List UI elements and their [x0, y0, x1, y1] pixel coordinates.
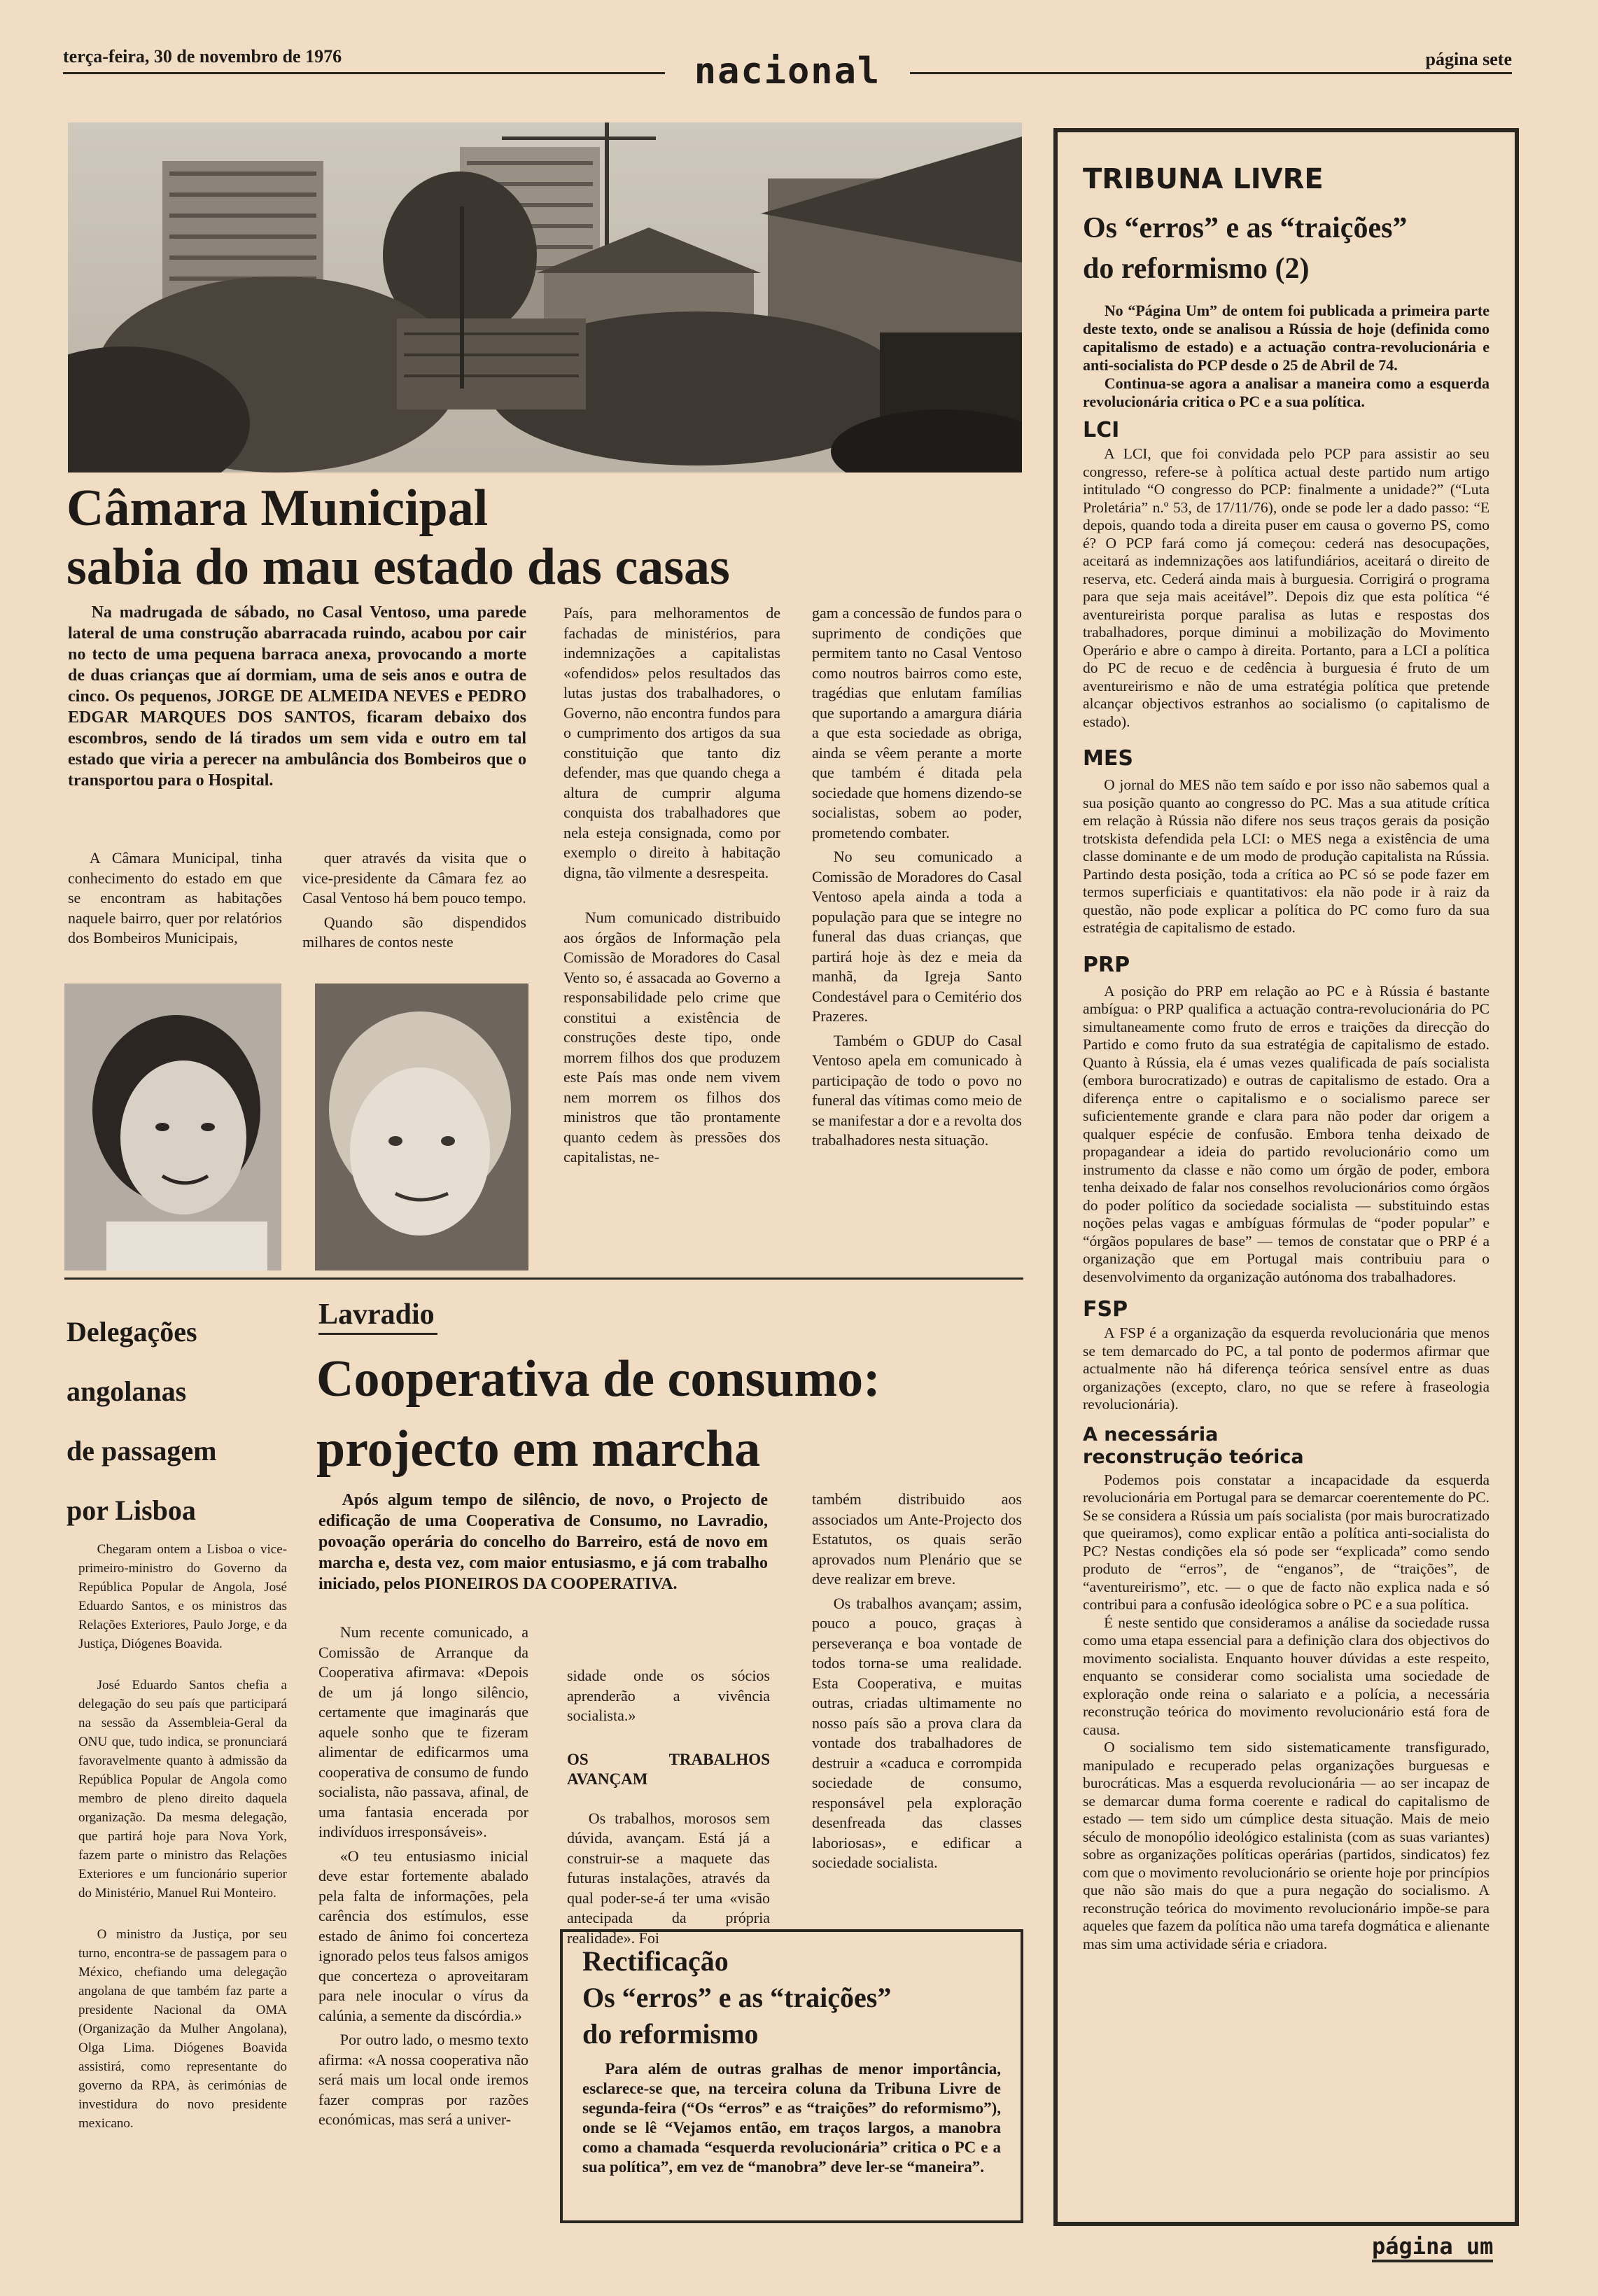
tribuna-lci-text: A LCI, que foi convidada pelo PCP para assistir ao seu congresso, refere-se à política actual deste partido num artigo intitulado “O congresso do PCP: finalmente a unidade?” (“Luta Proletária” n.º 53, de 17/11/76), onde se pode ler a dado passo: “E depois, quando toda a direita puser em causa o governo PS, como é? O PCP fará como já começou: cederá nas desocupações, aceitará as indemnizações aos latifundiários, aceitará o direito de reserva, etc. Cederá ainda mais à burguesia. Corrigirá o programa para que seja mais aceitável”. Depois diz que esta política “é aventureirista porque paralisa as lutas e respostas dos trabalhadores, porque diminui a mobilização do Movimento Operário e abre o campo à direita. Portanto, para a LCI a política do PC de recuo e de cedência à burguesia é fruto de um aventureirismo e não de uma estratégia política que pretende alcançar objectivos estranhos ao socialismo (o capitalismo de estado). — [1083, 445, 1490, 730]
tribuna-title-2: do reformismo (2) — [1083, 253, 1310, 285]
tribuna-fsp-title: FSP — [1083, 1297, 1128, 1322]
tribuna-fsp-text: A FSP é a organização da esquerda revolucionária que menos se tem demarcado do PC, a tal ponto de podermos afirmar que actualmente não há diferença teórica sensível entre as duas organizações (excepto, claro, no que se refere à fraseologia revolucionária). — [1083, 1324, 1490, 1413]
headline-cooperativa-2: projecto em marcha — [316, 1420, 761, 1478]
issue-date: terça-feira, 30 de novembro de 1976 — [63, 46, 342, 66]
headline-camara-2: sabia do mau estado das casas — [66, 538, 730, 596]
tribuna-intro: No “Página Um” de ontem foi publicada a primeira parte deste texto, onde se analisou a Rússia de hoje (definida como capitalismo de estado) e a actuação contra-revolucionária e anti-socialista do PCP desde o 25 de Abril de 74. Continua-se agora a analisar a maneira como a esquerda revolucionária critica o PC e a sua política. — [1083, 302, 1490, 410]
story1-col3: gam a concessão de fundos para o suprimento de condições que permitem tanto no Casal Ventoso como noutros bairros como este, tragédias que enlutam famílias que suportando a amargura diária a que esta sociedade as obriga, ainda se vêem perante a morte que também é ditada pela sociedade que homens dizendo-se socialistas, sobem ao poder, prometendo combater. No seu comunicado a Comissão de Moradores do Casal Ventoso apela ainda a toda a população para que se integre no funeral das duas crianças, que partirá hoje às dez e meia da manhã, da Igreja Santo Condestável para o Cemitério dos Prazeres. Também o GDUP do Casal Ventoso apela em comunicado à participação de todo o povo no funeral das vítimas como meio de se manifestar a dor e a revolta dos trabalhadores nesta situação. — [812, 604, 1022, 1149]
masthead-rule-right — [910, 72, 1512, 74]
tribuna-title: Os “erros” e as “traições” — [1083, 212, 1408, 244]
tribuna-lci-title: LCI — [1083, 418, 1120, 442]
tribuna-nec-text: Podemos pois constatar a incapacidade da esquerda revolucionária em Portugal para se demarcar coerentemente do PC. Se se considera a Rússia um país socialista (por mais burocratizado que queiramos), como explicar então a política anti-socialista do PC? Nestas condições ela só pode ser “explicada” como sendo produto de “erros”, de “enganos”, de “traições”, de “aventureirismo”, etc. — o que de facto não explica nada e só contribui para a confusão ideológica sobre o PC e a sua política. É neste sentido que consideramos a análise da sociedade russa como uma etapa essencial para a definição clara dos objectivos do movimento socialista. Enquanto houver dúvidas a este respeito, enquanto se considerar como socialista uma sociedade de exploração onde reina o salariato e a polícia, a necessária reconstrução teórica do movimento revolucionário está fora de causa. O socialismo tem sido sistematicamente transfigurado, manipulado e recuperado pelas organizações burguesas e burocráticas. Mas a esquerda revolucionária — ao ser incapaz de se demarcar duma forma coerente e radical do capitalismo de estado — tem sido um cúmplice desta situação. Mais de meio século de monopólio ideológico estalinista (com as suas variantes) sobre as organizações políticas operárias (partidos, sindicatos) fez com que o movimento revolucionário se oriente hoje por princípios que não são mais do que a pura negação do socialismo. A reconstrução teórica do movimento revolucionário impõe-se para aqueles que fazem da política não uma tarefa dogmática e alienante mas sim uma actividade séria e criadora. — [1083, 1471, 1490, 1952]
subhead-trabalhos: OS TRABALHOS AVANÇAM — [567, 1750, 770, 1788]
story3-col1: Num recente comunicado, a Comissão de Arranque da Cooperativa afirmava: «Depois de um já longo silêncio, certamente que imaginarás que aquele sonho que te fizeram alimentar de edificarmos uma cooperativa de consumo de fundo socialista, não passava, afinal, de uma fantasia encerada por indivíduos irresponsáveis». «O teu entusiasmo inicial deve estar fortemente abalado pela falta de informações, pela carência dos estímulos, esse estado de ânimo foi concerteza ignorado pelos teus falsos amigos que concerteza o aproveitaram para nele inocular o vírus da calúnia, a semente da discórdia.» Por outro lado, o mesmo texto afirma: «A nossa cooperativa não será mais um local onde iremos fazer compras por razões económicas, mas será a univer- — [318, 1623, 528, 2128]
story1-bottom-rule — [64, 1278, 1023, 1280]
page-number: página sete — [1425, 49, 1512, 69]
story3-col3: também distribuido aos associados um Ante-Projecto dos Estatutos, os quais serão aprovados num Plenário que se deve realizar em breve. Os trabalhos avançam; assim, pouco a pouco, graças à perseverança e boa vontade de todos torna-se uma realidade. Esta Cooperativa, e muitas outras, criadas ultimamente no nosso país são a prova clara da vontade dos trabalhadores de destruir a «caduca e corrompida sociedade de consumo, responsável pela exploração desenfreada das classes laboriosas», e edificar a sociedade socialista. — [812, 1490, 1022, 1871]
tribuna-prp-title: PRP — [1083, 952, 1130, 977]
story1-col1a: A Câmara Municipal, tinha conhecimento do estado em que se encontram as habitações naquele bairro, quer por relatórios dos Bombeiros Municipais, — [68, 849, 282, 946]
story2-body: Chegaram ontem a Lisboa o vice-primeiro-ministro do Governo da República Popular de Angola, José Eduardo Santos, e os ministros das Relações Exteriores, Paulo Jorge, e da Justiça, Diógenes Boavida. José Eduardo Santos chefia a delegação do seu país que participará na sessão da Assembleia-Geral da ONU que, tudo indica, se pronunciará favoravelmente quanto à admissão da República Popular de Angola como membro de pleno direito daquela organização. Da mesma delegação, que partirá hoje para Nova York, fazem parte o ministro das Relações Exteriores e um funcionário superior do Ministério, Manuel Rui Monteiro. O ministro da Justiça, por seu turno, encontra-se de passagem para o México, chefiando uma delegação angolana de que também faz parte a presidente Nacional da OMA (Organização da Mulher Angolana), Olga Lima. Diógenes Boavida assistirá, como representante do governo da RPA, às cerimónias de investidura do novo presidente mexicano. — [78, 1542, 287, 2131]
story1-col2: País, para melhoramentos de fachadas de ministérios, para indemnizações a capitalistas «ofendidos» pelos resultados das lutas justas dos trabalhadores, o Governo, não encontra fundos para o cumprimento dos artigos da sua constituição que tanto diz defender, mas que quando chega a altura de cumprir alguma conquista dos trabalhadores que nela esteja consignada, como por exemplo o direito à habitação digna, tão vilmente a desrespeita. Num comunicado distribuido aos órgãos de Informação pela Comissão de Moradores do Casal Vento so, é assacada ao Governo a responsabilidade pelo crime que constitui a existência de construções deste tipo, onde morrem filhos dos que produzem este País mas onde nem vivem nem morrem os filhos dos ministros que tão prontamente quanto cedem às pressões dos capitalistas, ne- — [563, 604, 780, 1166]
correction-box — [560, 1929, 1023, 2223]
tribuna-nec-title: A necessária — [1083, 1423, 1219, 1446]
story1-lead: Na madrugada de sábado, no Casal Ventoso, uma parede lateral de uma construção abarracada ruindo, acabou por cair no tecto de uma pequena barraca anexa, provocando a morte de duas crianças que aí dormiam, uma de seis anos e outra de cinco. Os pequenos, JORGE DE ALMEIDA NEVES e PEDRO EDGAR MARQUES DOS SANTOS, ficaram debaixo dos escombros, sendo de lá tirados um sem vida e outro em tal estado que viria a perecer na ambulância dos Bombeiros que o transportou para o Hospital. — [68, 603, 526, 790]
tribuna-mes-title: MES — [1083, 746, 1133, 771]
tribuna-prp-text: A posição do PRP em relação ao PC e à Rússia é bastante ambígua: o PRP qualifica a actuação contra-revolucionária do PC simultaneamente como fruto de erros e traições da direcção do Partido e como fruto da sua estratégia de capitalismo de estado. Quanto à Rússia, ela é umas vezes qualificada de país socialista (embora burocratizado) e outras de capitalismo de estado. Ora a diferença entre o capitalismo e o socialismo parece ser suficientemente grande e clara para não poder dar origem a qualquer espécie de confusão. Embora tenha deixado de propagandear a ideia do partido revolucionário como um instrumento da classe e não como um órgão de poder, embora tenha deixado de falar nos conselhos revolucionários como órgãos do poder político da sociedade socialista — substituindo estas noções pelas vagas e ambíguas fórmulas de “poder popular” e “órgãos populares de base” — temos de constatar que o PRP é a organização que em Portugal mais contribuiu para o desenvolvimento da organização autónoma dos trabalhadores. — [1083, 982, 1490, 1285]
child-photo-right — [315, 983, 528, 1270]
story1-col1b: quer através da visita que o vice-presidente da Câmara fez ao Casal Ventoso há bem pouco tempo. Quando são dispendidos milhares de contos neste — [302, 849, 526, 951]
headline-camara: Câmara Municipal — [66, 479, 489, 537]
tribuna-mes-text: O jornal do MES não tem saído e por isso não sabemos qual a sua posição quanto ao congresso do PC. Mas a sua atitude crítica em relação à Rússia não difere nos seus traços gerais da posição trotskista defendida pela LCI: o MES nega a existência de uma classe dominante e de um modo de produção capitalista na Rússia. Partindo desta posição, toda a crítica ao PC só se pode fazer em termos superficiais e quantitativos: ela não pode ir à raiz da questão, não pode explicar a política do PC como furo da sua estratégia de capitalismo de estado. — [1083, 776, 1490, 936]
section-title: nacional — [694, 50, 881, 92]
correction-title-2: Os “erros” e as “traições” — [582, 1982, 892, 2013]
tribuna-nec-title-2: reconstrução teórica — [1083, 1446, 1304, 1468]
headline-cooperativa: Cooperativa de consumo: — [316, 1350, 881, 1408]
story3-col2: sidade onde os sócios aprenderão a vivência socialista.» OS TRABALHOS AVANÇAM Os trabalhos, morosos sem dúvida, avançam. Está já a construir-se a maquete das futuras instalações, através da qual poder-se-á ter uma «visão antecipada da própria realidade». Foi — [567, 1667, 770, 1947]
footer-pagina-um: página um — [1372, 2233, 1493, 2262]
slum-photo — [68, 122, 1022, 472]
tribuna-livre-box — [1053, 128, 1519, 2226]
correction-text: Para além de outras gralhas de menor importância, esclarece-se que, na terceira coluna da Tribuna Livre de segunda-feira (“Os “erros” e as “traições” do reformismo”), onde se lê “Vejamos então, em traços largos, a manobra como a chamada “esquerda revolucionária” critica o PC e a sua política”, em vez de “manobra” deve ler-se “maneira”. — [582, 2060, 1001, 2176]
story3-lead: Após algum tempo de silêncio, de novo, o Projecto de edificação de uma Cooperativa de Consumo, no Lavradio, povoação operária do concelho do Barreiro, está de novo em marcha e, desta vez, com maior entusiasmo, e já com trabalho iniciado, pelos PIONEIROS DA COOPERATIVA. — [318, 1491, 768, 1593]
tribuna-kicker: TRIBUNA LIVRE — [1083, 163, 1324, 195]
child-photo-left — [64, 983, 281, 1270]
headline-delegacoes: Delegações angolanas de passagem por Lisboa — [66, 1316, 217, 1526]
masthead-rule-left — [63, 72, 665, 74]
correction-title: Rectificação — [582, 1945, 729, 1977]
correction-title-3: do reformismo — [582, 2018, 759, 2050]
kicker-lavradio: Lavradio — [318, 1296, 437, 1335]
